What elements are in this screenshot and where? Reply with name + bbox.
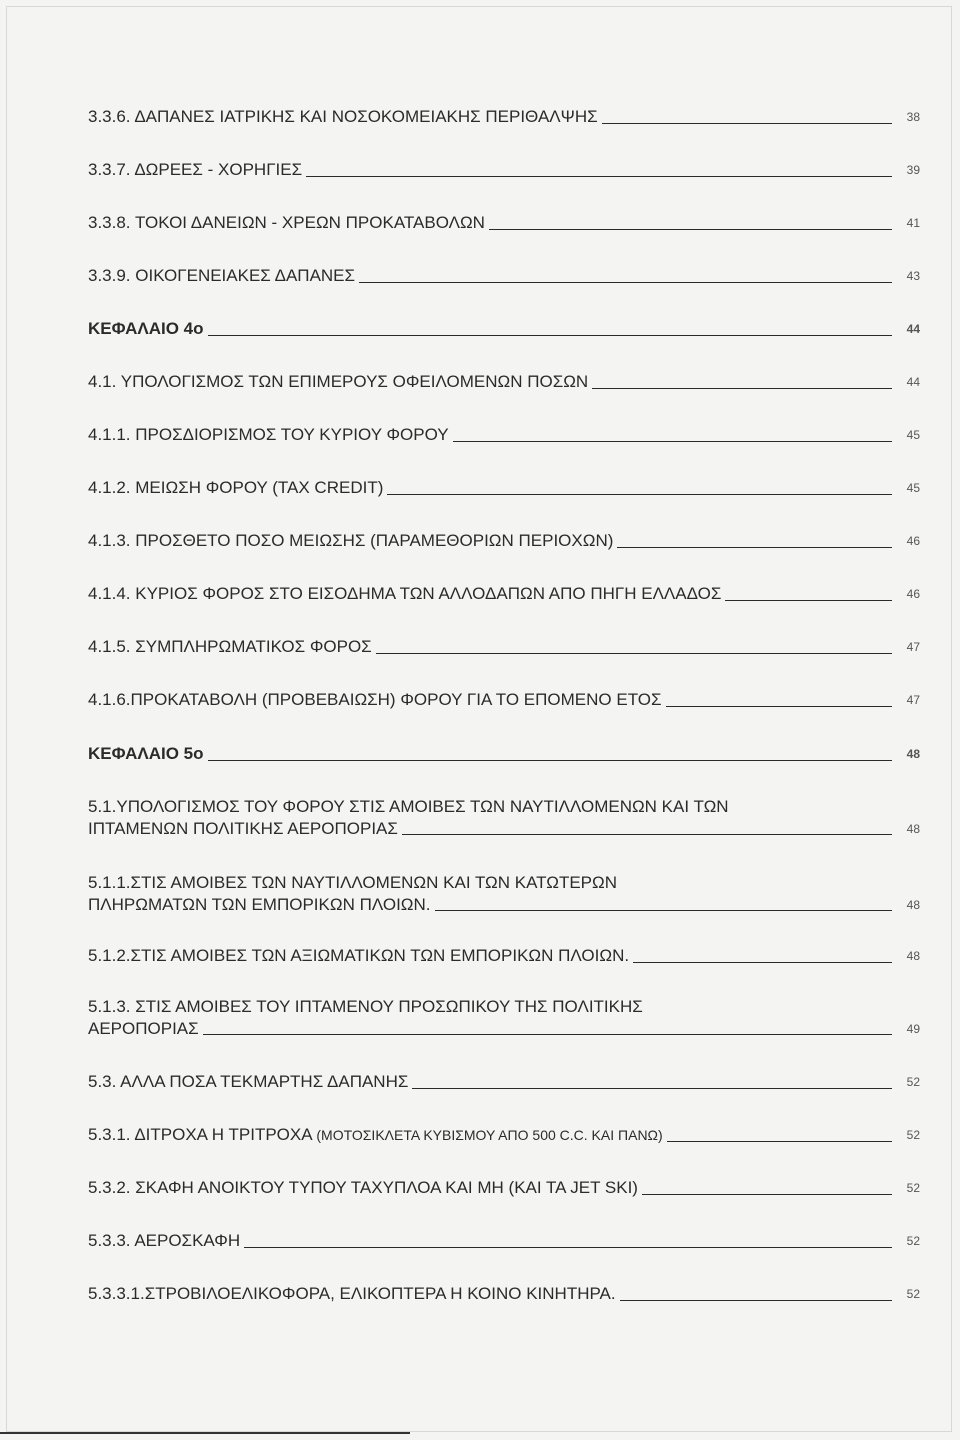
toc-page-number: 39 bbox=[906, 163, 920, 177]
toc-page-number: 41 bbox=[906, 216, 920, 230]
toc-entry bbox=[88, 1124, 920, 1146]
toc-page-number: 44 bbox=[906, 375, 920, 389]
toc-entry bbox=[88, 1283, 920, 1305]
toc-entry bbox=[88, 530, 920, 552]
toc-title: 4.1. ΥΠΟΛΟΓΙΣΜΟΣ ΤΩΝ ΕΠΙΜΕΡΟΥΣ ΟΦΕΙΛΟΜΕΝΩΝ ΠΟΣΩΝ bbox=[88, 371, 592, 393]
toc-title: 4.1.4. ΚΥΡΙΟΣ ΦΟΡΟΣ ΣΤΟ ΕΙΣΟΔΗΜΑ ΤΩΝ ΑΛΛΟΔΑΠΩΝ ΑΠΟ ΠΗΓΗ ΕΛΛΑΔΟΣ bbox=[88, 583, 725, 605]
toc-title-line2: ΠΛΗΡΩΜΑΤΩΝ ΤΩΝ ΕΜΠΟΡΙΚΩΝ ΠΛΟΙΩΝ. bbox=[88, 894, 435, 916]
toc-page-number: 52 bbox=[906, 1128, 920, 1142]
toc-entry bbox=[88, 424, 920, 446]
toc-page-number: 47 bbox=[906, 640, 920, 654]
toc-title-line2: ΙΠΤΑΜΕΝΩΝ ΠΟΛΙΤΙΚΗΣ ΑΕΡΟΠΟΡΙΑΣ bbox=[88, 818, 402, 840]
toc-title: 3.3.6. ΔΑΠΑΝΕΣ ΙΑΤΡΙΚΗΣ ΚΑΙ ΝΟΣΟΚΟΜΕΙΑΚΗΣ ΠΕΡΙΘΑΛΨΗΣ bbox=[88, 106, 602, 128]
toc-chapter-entry bbox=[88, 318, 920, 340]
toc-entry bbox=[88, 212, 920, 234]
toc-title: 4.1.2. ΜΕΙΩΣΗ ΦΟΡΟΥ (TAX CREDIT) bbox=[88, 477, 387, 499]
toc-title: 5.3.2. ΣΚΑΦΗ ΑΝΟΙΚΤΟΥ ΤΥΠΟΥ ΤΑΧΥΠΛΟΑ ΚΑΙ ΜΗ (ΚΑΙ ΤΑ JET SKI) bbox=[88, 1177, 642, 1199]
toc-entry bbox=[88, 159, 920, 181]
toc-entry bbox=[88, 636, 920, 658]
toc-chapter-title: ΚΕΦΑΛΑΙΟ 4ο bbox=[88, 318, 208, 340]
toc-title-small: (ΜΟΤΟΣΙΚΛΕΤΑ ΚΥΒΙΣΜΟΥ ΑΠΟ 500 C.C. ΚΑΙ ΠΑΝΩ) bbox=[316, 1127, 663, 1143]
toc-title: 4.1.6.ΠΡΟΚΑΤΑΒΟΛΗ (ΠΡΟΒΕΒΑΙΩΣΗ) ΦΟΡΟΥ ΓΙΑ ΤΟ ΕΠΟΜΕΝΟ ΕΤΟΣ bbox=[88, 689, 666, 711]
toc-title-line1: 5.1.ΥΠΟΛΟΓΙΣΜΟΣ ΤΟΥ ΦΟΡΟΥ ΣΤΙΣ ΑΜΟΙΒΕΣ ΤΩΝ ΝΑΥΤΙΛΛΟΜΕΝΩΝ ΚΑΙ ΤΩΝ bbox=[88, 797, 729, 816]
toc-title-line2: ΑΕΡΟΠΟΡΙΑΣ bbox=[88, 1018, 203, 1040]
toc-title: 3.3.8. ΤΟΚΟΙ ΔΑΝΕΙΩΝ - ΧΡΕΩΝ ΠΡΟΚΑΤΑΒΟΛΩΝ bbox=[88, 212, 489, 234]
toc-page-number: 52 bbox=[906, 1234, 920, 1248]
toc-title: 5.3.3.1.ΣΤΡΟΒΙΛΟΕΛΙΚΟΦΟΡΑ, ΕΛΙΚΟΠΤΕΡΑ Η ΚΟΙΝΟ ΚΙΝΗΤΗΡΑ. bbox=[88, 1283, 620, 1305]
toc-page-number: 43 bbox=[906, 269, 920, 283]
toc-entry-two-line bbox=[88, 796, 920, 840]
toc-page-number: 48 bbox=[906, 822, 920, 836]
toc-title-line1: 5.1.1.ΣΤΙΣ ΑΜΟΙΒΕΣ ΤΩΝ ΝΑΥΤΙΛΛΟΜΕΝΩΝ ΚΑΙ ΤΩΝ ΚΑΤΩΤΕΡΩΝ bbox=[88, 873, 617, 892]
toc-page-number: 46 bbox=[906, 587, 920, 601]
toc-entry bbox=[88, 477, 920, 499]
toc-page-number: 48 bbox=[906, 949, 920, 963]
toc-entry bbox=[88, 1230, 920, 1252]
toc-entry bbox=[88, 1177, 920, 1199]
toc-page-number: 45 bbox=[906, 481, 920, 495]
toc-title: 5.3. ΑΛΛΑ ΠΟΣΑ ΤΕΚΜΑΡΤΗΣ ΔΑΠΑΝΗΣ bbox=[88, 1071, 412, 1093]
toc-chapter-title: ΚΕΦΑΛΑΙΟ 5ο bbox=[88, 743, 208, 765]
toc-page-number: 52 bbox=[906, 1287, 920, 1301]
toc-page-number: 44 bbox=[906, 322, 920, 336]
toc-title: 3.3.7. ΔΩΡΕΕΣ - ΧΟΡΗΓΙΕΣ bbox=[88, 159, 306, 181]
toc-title: 5.3.3. ΑΕΡΟΣΚΑΦΗ bbox=[88, 1230, 244, 1252]
toc-title-line1: 5.1.3. ΣΤΙΣ ΑΜΟΙΒΕΣ ΤΟΥ ΙΠΤΑΜΕΝΟΥ ΠΡΟΣΩΠΙΚΟΥ ΤΗΣ ΠΟΛΙΤΙΚΗΣ bbox=[88, 997, 643, 1016]
toc-title bbox=[88, 1124, 667, 1146]
dot-leader bbox=[88, 335, 892, 336]
toc-page-number: 48 bbox=[906, 747, 920, 761]
toc-page-number: 52 bbox=[906, 1075, 920, 1089]
toc-title: 4.1.5. ΣΥΜΠΛΗΡΩΜΑΤΙΚΟΣ ΦΟΡΟΣ bbox=[88, 636, 376, 658]
toc-chapter-entry bbox=[88, 743, 920, 765]
toc-entry-two-line bbox=[88, 872, 920, 916]
toc-page-number: 49 bbox=[906, 1022, 920, 1036]
toc-title: 4.1.3. ΠΡΟΣΘΕΤΟ ΠΟΣΟ ΜΕΙΩΣΗΣ (ΠΑΡΑΜΕΘΟΡΙΩΝ ΠΕΡΙΟΧΩΝ) bbox=[88, 530, 617, 552]
toc-page-number: 45 bbox=[906, 428, 920, 442]
toc-entry bbox=[88, 945, 920, 967]
toc-page-number: 46 bbox=[906, 534, 920, 548]
toc-page-number: 38 bbox=[906, 110, 920, 124]
toc-entry bbox=[88, 583, 920, 605]
toc-title-main: 5.3.1. ΔΙΤΡΟΧΑ Η ΤΡΙΤΡΟΧΑ bbox=[88, 1125, 312, 1144]
toc-page-number: 47 bbox=[906, 693, 920, 707]
dot-leader bbox=[88, 1034, 892, 1035]
toc-entry bbox=[88, 689, 920, 711]
toc-title: 5.1.2.ΣΤΙΣ ΑΜΟΙΒΕΣ ΤΩΝ ΑΞΙΩΜΑΤΙΚΩΝ ΤΩΝ ΕΜΠΟΡΙΚΩΝ ΠΛΟΙΩΝ. bbox=[88, 945, 633, 967]
toc-page-number: 48 bbox=[906, 898, 920, 912]
toc-page-number: 52 bbox=[906, 1181, 920, 1195]
toc-title: 3.3.9. ΟΙΚΟΓΕΝΕΙΑΚΕΣ ΔΑΠΑΝΕΣ bbox=[88, 265, 359, 287]
toc-entry bbox=[88, 1071, 920, 1093]
toc-title: 4.1.1. ΠΡΟΣΔΙΟΡΙΣΜΟΣ ΤΟΥ ΚΥΡΙΟΥ ΦΟΡΟΥ bbox=[88, 424, 453, 446]
toc-entry bbox=[88, 371, 920, 393]
toc-entry-two-line bbox=[88, 996, 920, 1040]
footnote-rule bbox=[0, 1432, 410, 1434]
toc-entry bbox=[88, 106, 920, 128]
dot-leader bbox=[88, 760, 892, 761]
toc-entry bbox=[88, 265, 920, 287]
